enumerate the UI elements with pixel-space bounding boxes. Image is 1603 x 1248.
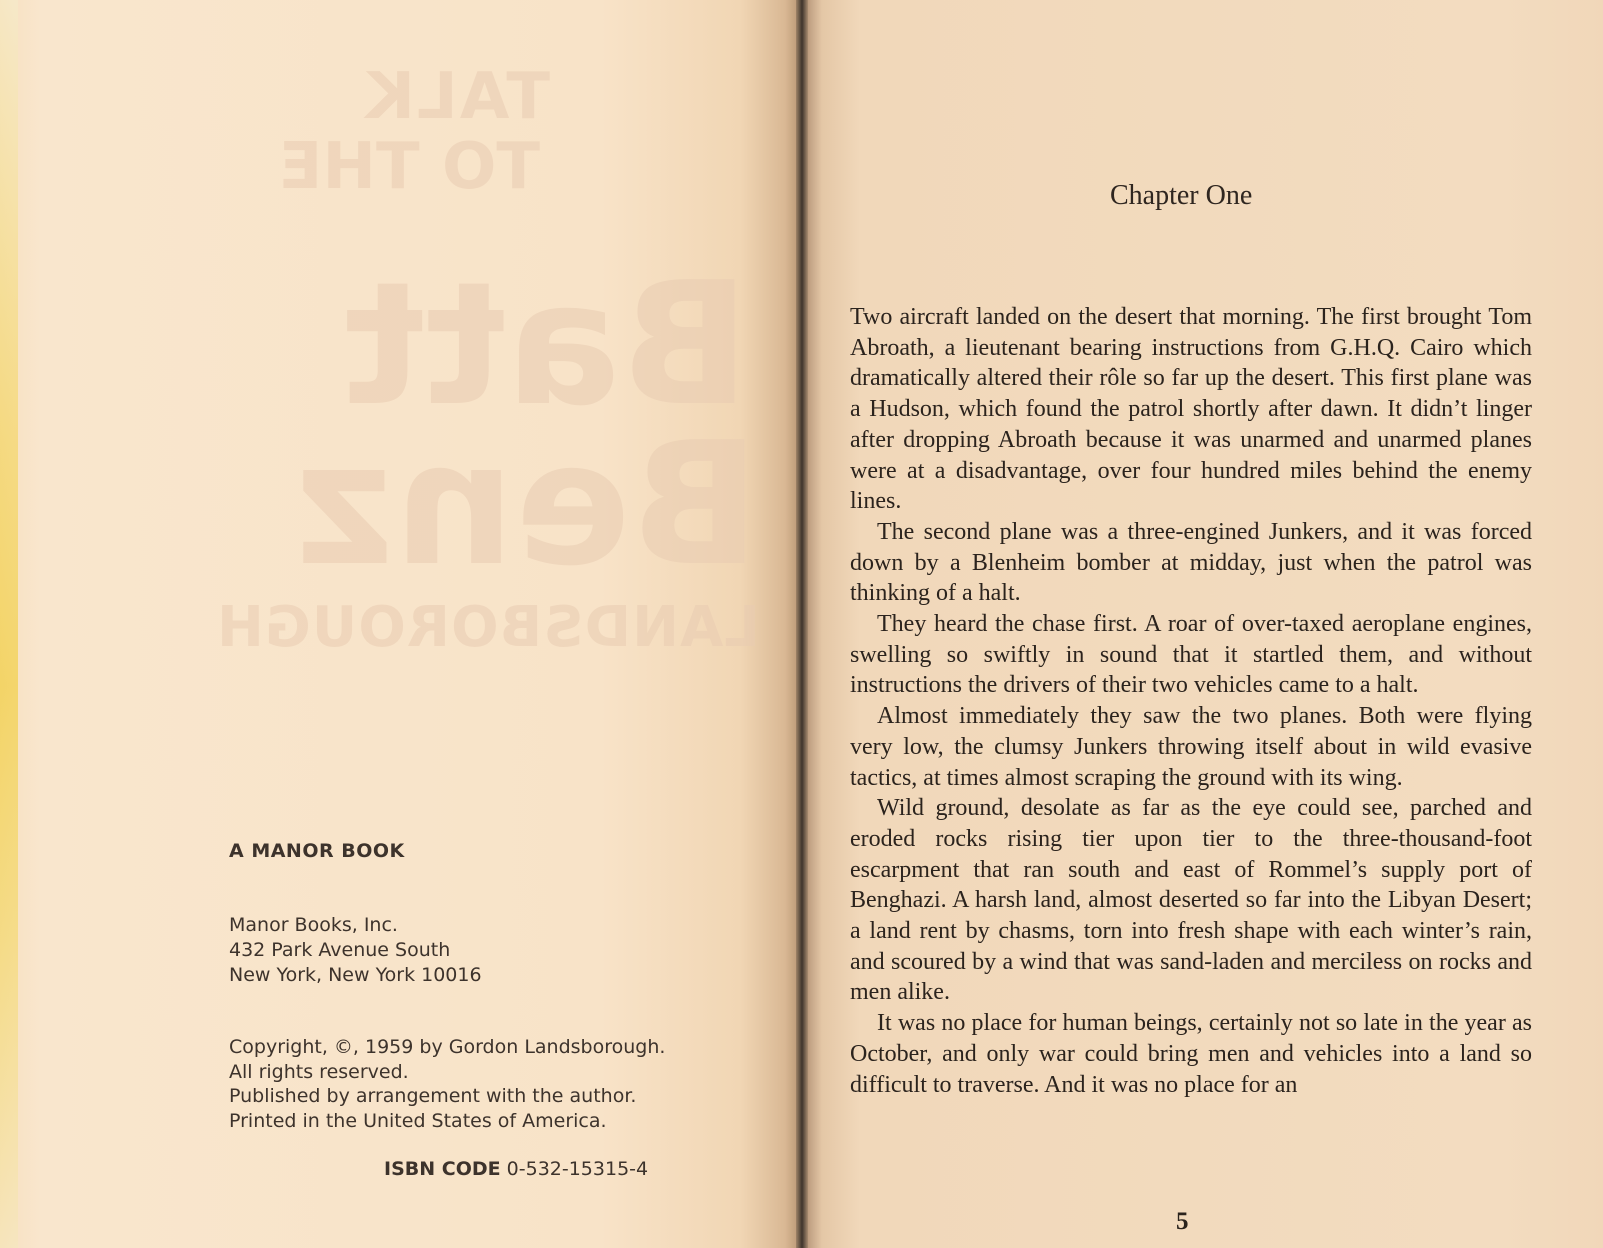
address-line: 432 Park Avenue South bbox=[229, 939, 451, 961]
book-gutter bbox=[796, 0, 808, 1248]
paragraph: The second plane was a three-engined Junkers, and it was forced down by a Blenheim bomber at midday, just when the patrol was thinking of a halt. bbox=[850, 518, 1532, 607]
page-number: 5 bbox=[1176, 1208, 1189, 1235]
copyright-line: Published by arrangement with the author. bbox=[229, 1085, 637, 1107]
paragraph: They heard the chase first. A roar of over-taxed aeroplane engines, swelling so swiftly in sound that it startled them, and without instructions the drivers of their two vehicles came to a halt. bbox=[850, 611, 1532, 699]
publisher-address bbox=[229, 913, 482, 988]
chapter-title: Chapter One bbox=[1110, 180, 1253, 211]
page-edge-stain bbox=[0, 0, 18, 1248]
copyright-line: All rights reserved. bbox=[229, 1060, 409, 1083]
copyright-notice bbox=[229, 1035, 665, 1133]
address-line: Manor Books, Inc. bbox=[229, 914, 398, 936]
paragraph: Two aircraft landed on the desert that morning. The first brought Tom Abroath, a lieutenant bearing instructions from G.H.Q. Cairo which dramatically altered their rôle so far up the desert. This first plane was a Hudson, which found the patrol shortly after dawn. It didn’t linger after dropping Abroath because it was unarmed and unarmed planes were at a disadvantage, over four hundred miles behind the enemy lines. bbox=[850, 304, 1532, 515]
paragraph: Wild ground, desolate as far as the eye could see, parched and eroded rocks rising tier upon tier to the three-thousand-foot escarpment that ran south and east of Rommel’s supply port of Benghazi. A harsh land, almost deserted so far into the Libyan Desert; a land rent by chasms, torn into fresh shape with each winter’s rain, and scoured by a wind that was sand-laden and merciless on rocks and men alike. bbox=[850, 795, 1532, 1006]
show-through-cover-text: TALK TO THE Batt Benz LANDSBOROUGH bbox=[215, 60, 760, 660]
paragraph: Almost immediately they saw the two planes. Both were flying very low, the clumsy Junkers throwing itself about in wild evasive tactics, at times almost scraping the ground with its wing. bbox=[850, 703, 1532, 791]
paragraph: It was no place for human beings, certainly not so late in the year as October, and only war could bring men and vehicles into a land so difficult to traverse. And it was no place for an bbox=[850, 1010, 1532, 1098]
address-line: New York, New York 10016 bbox=[229, 964, 482, 986]
copyright-line: Printed in the United States of America. bbox=[229, 1109, 607, 1132]
isbn-value: 0-532-15315-4 bbox=[506, 1158, 649, 1180]
isbn bbox=[384, 1158, 648, 1180]
isbn-label: ISBN CODE bbox=[384, 1158, 501, 1180]
imprint-title: A MANOR BOOK bbox=[229, 840, 405, 862]
chapter-body bbox=[850, 302, 1532, 1100]
copyright-line: Copyright, ©, 1959 by Gordon Landsborough. bbox=[229, 1036, 666, 1058]
